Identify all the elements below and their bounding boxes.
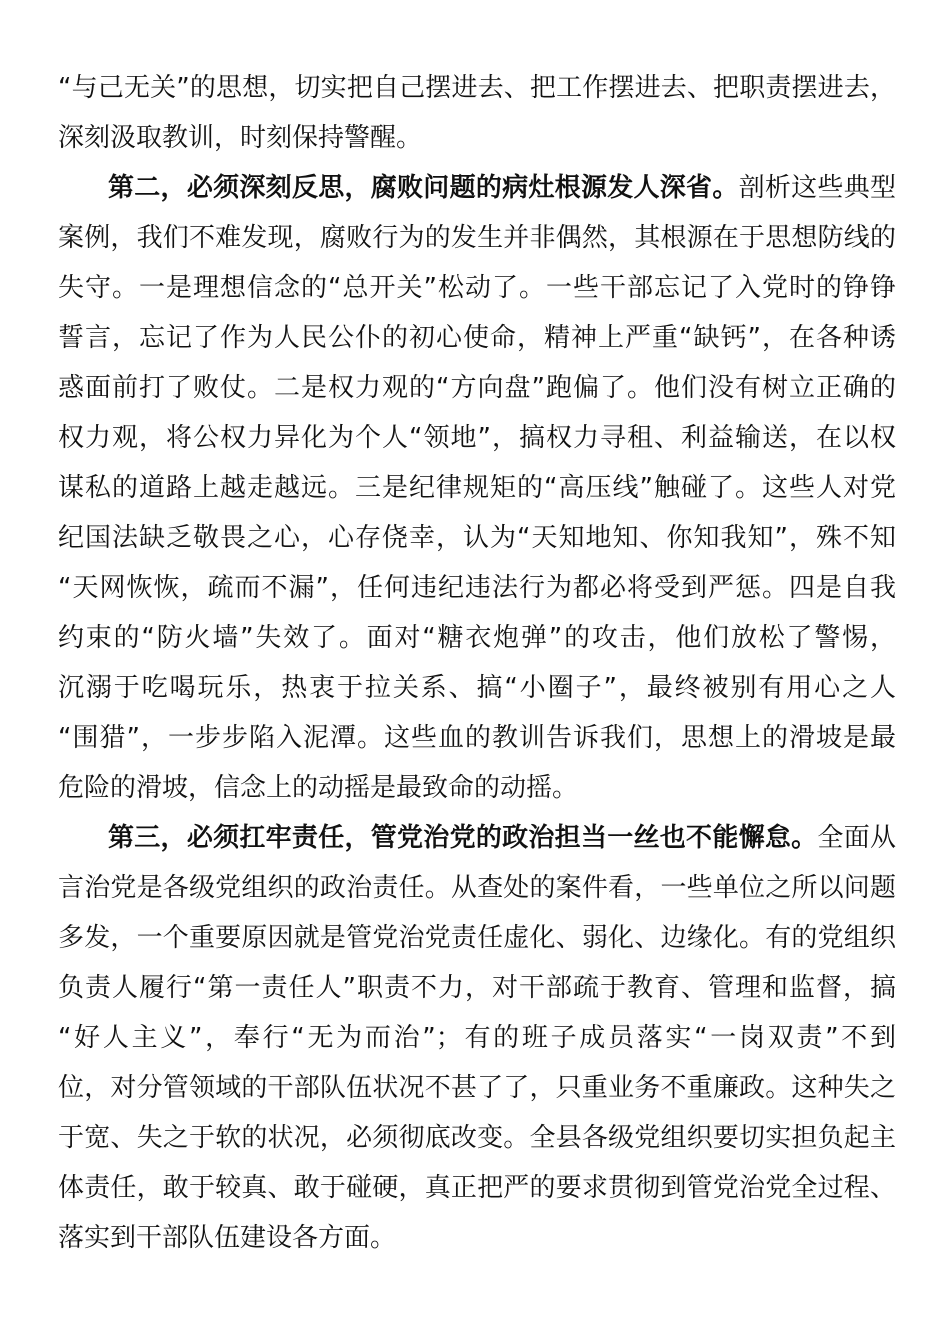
text-line: 纪国法缺乏敬畏之心，心存侥幸，认为“天知地知、你知我知”，殊不知 — [58, 523, 896, 553]
text-line: “与己无关”的思想，切实把自己摆进去、把工作摆进去、把职责摆进去， — [58, 73, 896, 103]
text-line: 约束的“防火墙”失效了。面对“糖衣炮弹”的攻击，他们放松了警惕， — [58, 623, 896, 653]
text-line: 于宽、失之于软的状况，必须彻底改变。全县各级党组织要切实担负起主 — [58, 1123, 896, 1153]
paragraph-3 — [58, 813, 896, 1263]
text-line: 危险的滑坡，信念上的动摇是最致命的动摇。 — [58, 773, 579, 803]
text-line: 言治党是各级党组织的政治责任。从查处的案件看，一些单位之所以问题 — [58, 873, 896, 903]
text-line: 惑面前打了败仗。二是权力观的“方向盘”跑偏了。他们没有树立正确的 — [58, 373, 896, 403]
paragraph-heading: 第二，必须深刻反思，腐败问题的病灶根源发人深省。 — [108, 173, 739, 203]
text-line: “好人主义”，奉行“无为而治”；有的班子成员落实“一岗双责”不到 — [58, 1023, 896, 1053]
paragraph-1 — [58, 63, 896, 163]
paragraph-2 — [58, 163, 896, 813]
text-line: “天网恢恢，疏而不漏”，任何违纪违法行为都必将受到严惩。四是自我 — [58, 573, 896, 603]
text-span: 全面从 — [817, 823, 896, 853]
text-line: “围猎”，一步步陷入泥潭。这些血的教训告诉我们，思想上的滑坡是最 — [58, 723, 896, 753]
text-line: 位，对分管领域的干部队伍状况不甚了了，只重业务不重廉政。这种失之 — [58, 1073, 896, 1103]
text-line: 权力观，将公权力异化为个人“领地”，搞权力寻租、利益输送，在以权 — [58, 423, 896, 453]
text-line: 体责任，敢于较真、敢于碰硬，真正把严的要求贯彻到管党治党全过程、 — [58, 1173, 896, 1203]
paragraph-heading: 第三，必须扛牢责任，管党治党的政治担当一丝也不能懈怠。 — [108, 823, 818, 853]
document-body — [58, 63, 896, 1263]
text-line: 失守。一是理想信念的“总开关”松动了。一些干部忘记了入党时的铮铮 — [58, 273, 896, 303]
text-span: 剖析这些典型 — [738, 173, 896, 203]
paragraph-lines — [58, 213, 896, 813]
text-line: 谋私的道路上越走越远。三是纪律规矩的“高压线”触碰了。这些人对党 — [58, 473, 896, 503]
text-line: 沉溺于吃喝玩乐，热衷于拉关系、搞“小圈子”，最终被别有用心之人 — [58, 673, 896, 703]
paragraph-lead-line — [58, 163, 896, 213]
text-line: 案例，我们不难发现，腐败行为的发生并非偶然，其根源在于思想防线的 — [58, 223, 896, 253]
text-line: 落实到干部队伍建设各方面。 — [58, 1223, 397, 1253]
text-line: 深刻汲取教训，时刻保持警醒。 — [58, 123, 423, 153]
text-line: 多发，一个重要原因就是管党治党责任虚化、弱化、边缘化。有的党组织 — [58, 923, 896, 953]
text-line: 誓言，忘记了作为人民公仆的初心使命，精神上严重“缺钙”，在各种诱 — [58, 323, 896, 353]
paragraph-lead-line — [58, 813, 896, 863]
text-line: 负责人履行“第一责任人”职责不力，对干部疏于教育、管理和监督，搞 — [58, 973, 896, 1003]
paragraph-lines — [58, 863, 896, 1263]
